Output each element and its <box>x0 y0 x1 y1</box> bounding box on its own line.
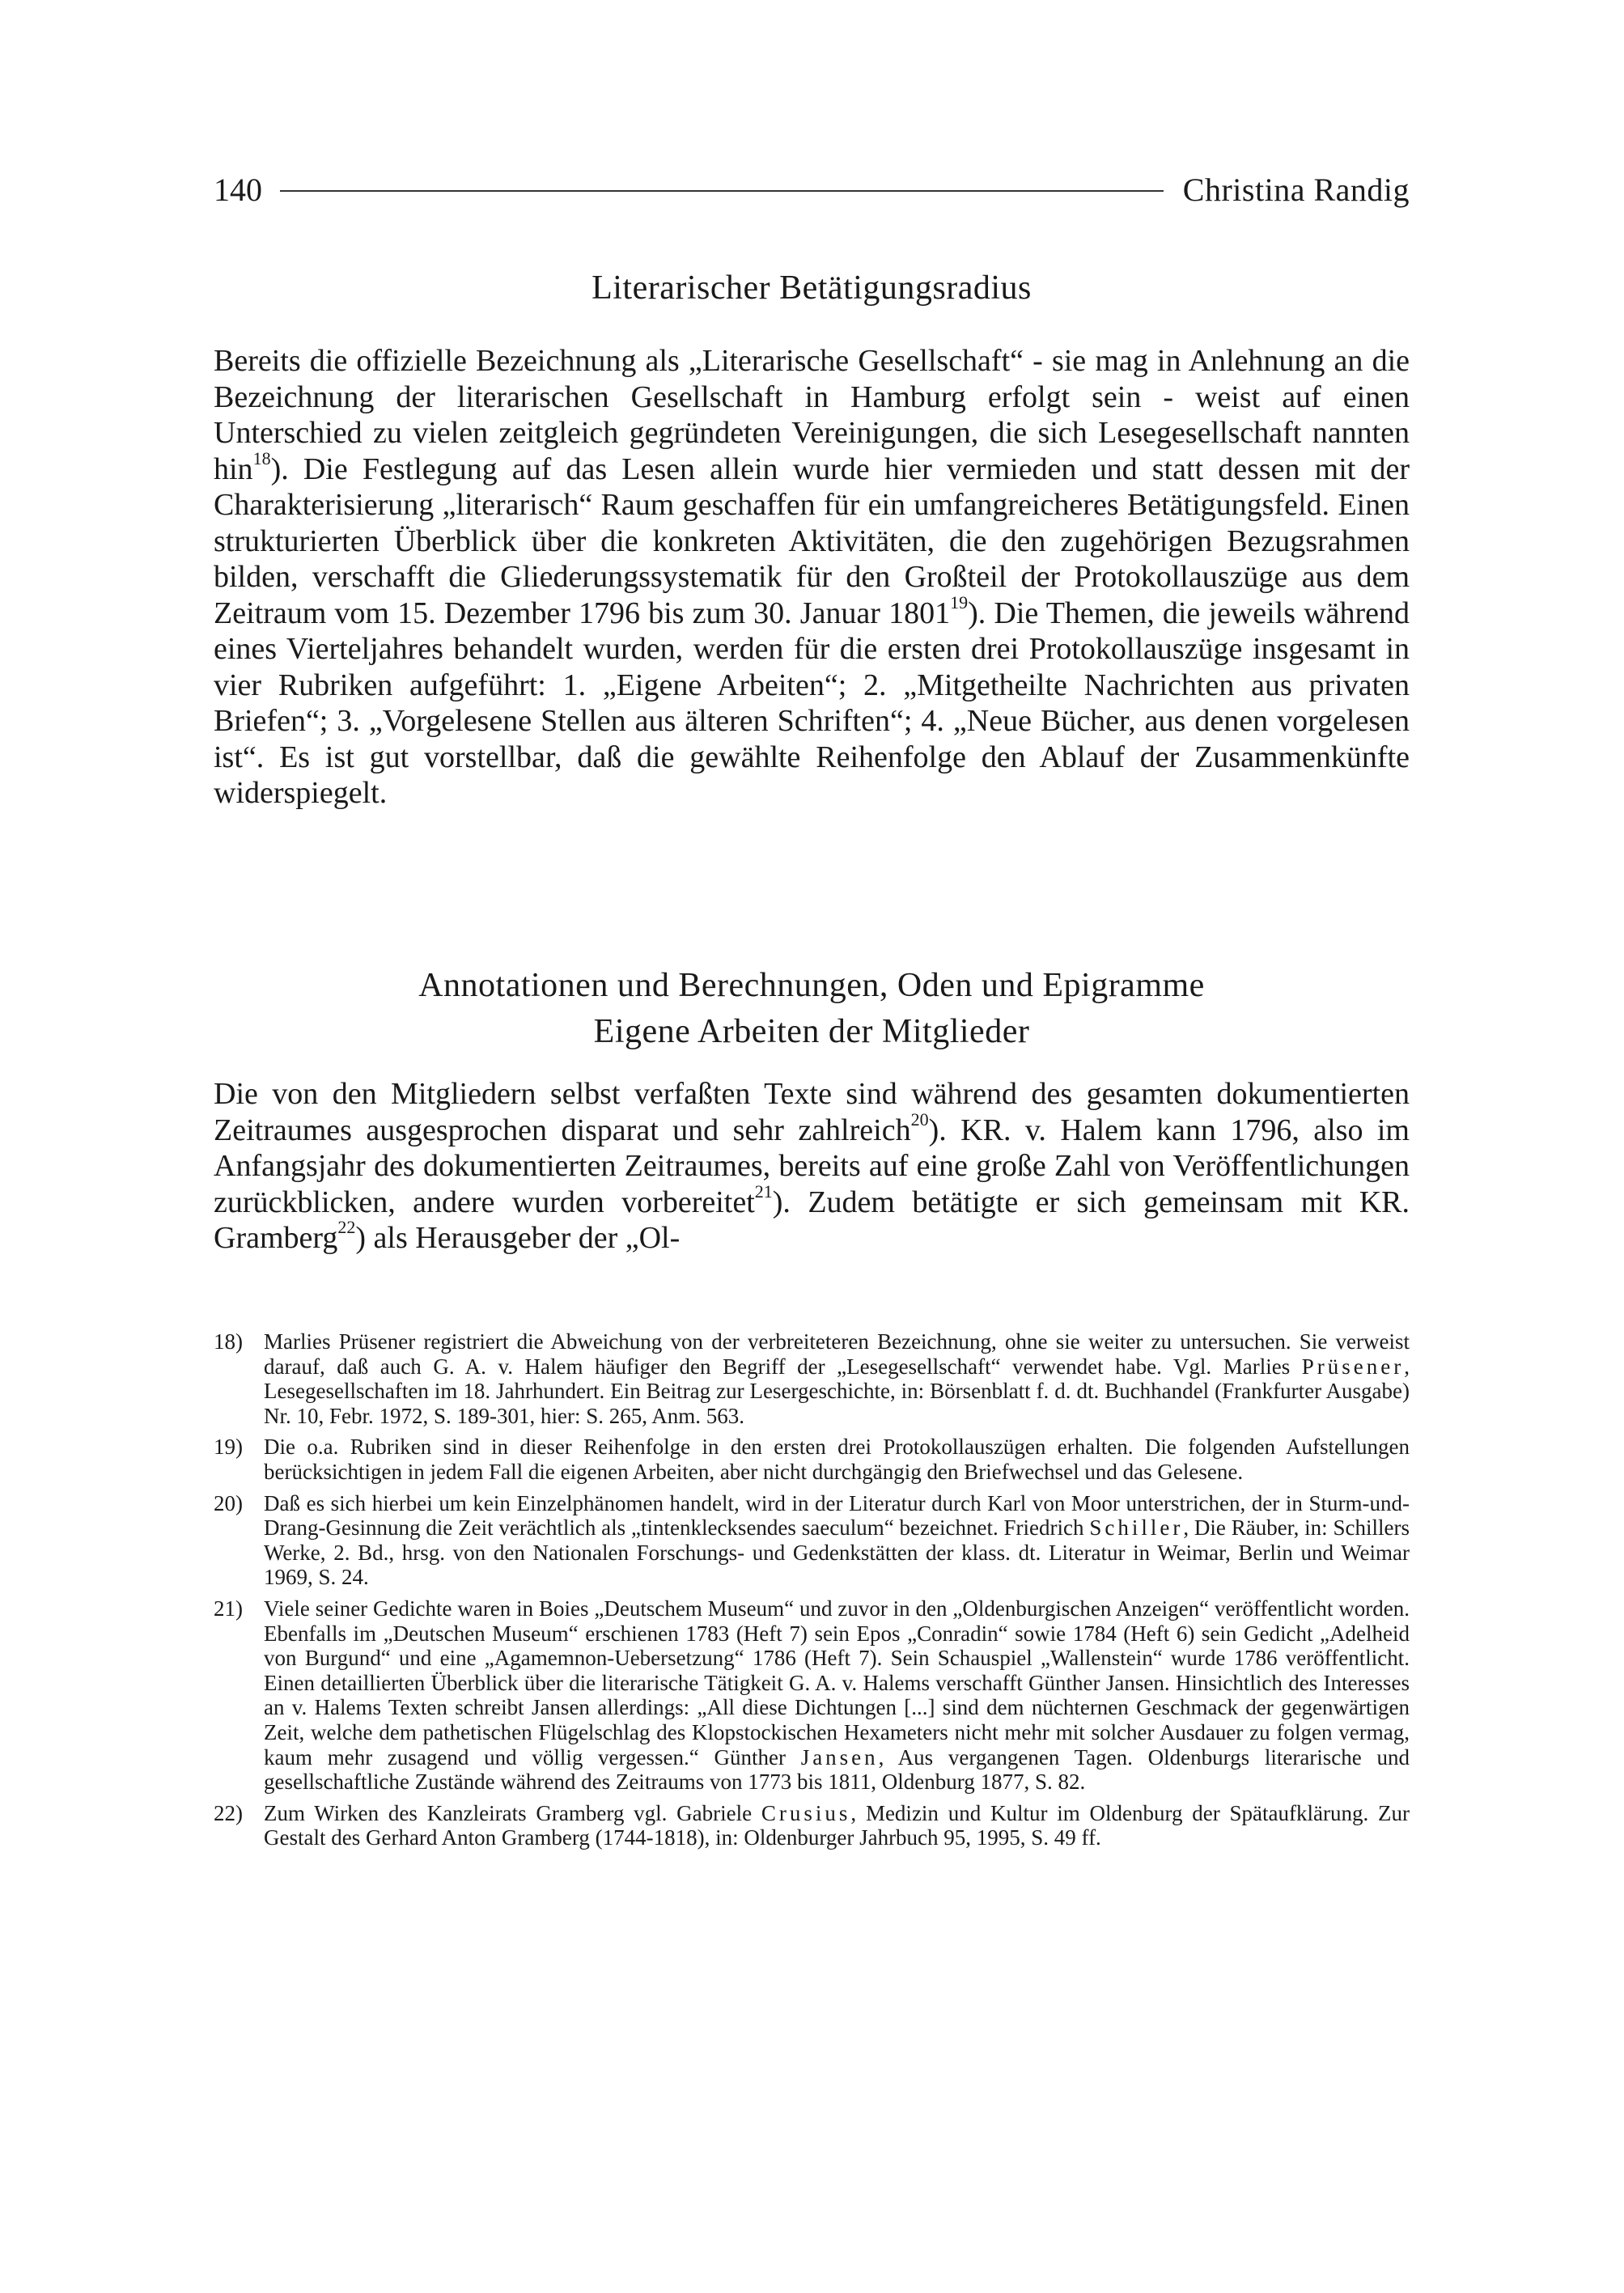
footnote-number: 21) <box>214 1596 243 1621</box>
footnote-20 <box>214 1491 1410 1590</box>
footnotes-list <box>214 1329 1410 1857</box>
footnote-ref-22[interactable]: 22 <box>337 1217 356 1238</box>
footnote-22 <box>214 1801 1410 1850</box>
footnote-text <box>264 1801 1410 1850</box>
footnote-text-part: , Die Räuber, in: Schillers Werke, 2. Bd., hrsg. von den Nationalen Forschungs- und Gedenkstätten der klass. dt. Literatur in Weimar, Berlin und Weimar 1969, S. 24. <box>264 1515 1410 1590</box>
footnote-18 <box>214 1329 1410 1428</box>
footnote-number: 18) <box>214 1329 243 1354</box>
footnote-text-part: Daß es sich hierbei um kein Einzelphänomen handelt, wird in der Literatur durch Karl von Moor unterstrichen, der in Sturm-und-Drang-Gesinnung die Zeit verächtlich als „tintenklecksendes saeculum“ bezeichnet. Friedrich <box>264 1490 1410 1541</box>
footnote-author-spaced: Jansen <box>800 1744 879 1770</box>
footnote-ref-20[interactable]: 20 <box>910 1108 929 1130</box>
footnote-text <box>264 1491 1410 1590</box>
paragraph-text: ). Die Festlegung auf das Lesen allein wurde hier vermieden und statt dessen mit der Charakterisierung „literarisch“ Raum geschaffen für ein umfangreicheres Betätigungsfeld. Einen strukturierten Überblick über die konkreten Aktivitäten, die den zugehörigen Bezugsrahmen bilden, verschafft die Gliederungssystematik für den Großteil der Protokollauszüge aus dem Zeitraum vom 15. Dezember 1796 bis zum 30. Januar 1801 <box>214 451 1410 630</box>
footnote-number: 20) <box>214 1490 243 1515</box>
running-head-author: Christina Randig <box>1182 171 1410 208</box>
header-rule <box>280 190 1164 192</box>
running-head <box>214 167 1410 212</box>
footnote-text <box>264 1435 1410 1484</box>
footnote-ref-21[interactable]: 21 <box>754 1180 773 1202</box>
paragraph-text: ) als Herausgeber der „Ol- <box>355 1221 681 1255</box>
footnote-21 <box>214 1596 1410 1795</box>
footnote-author-spaced: Schiller <box>1089 1515 1184 1541</box>
section-title-line-2: Eigene Arbeiten der Mitglieder <box>593 1013 1030 1050</box>
section-title-line-1: Annotationen und Berechnungen, Oden und Epigramme <box>418 967 1205 1004</box>
footnote-text-part: , Aus vergangenen Tagen. Oldenburgs literarische und gesellschaftliche Zustände während des Zeitraums von 1773 bis 1811, Oldenburg 1877, S. 82. <box>264 1744 1410 1795</box>
footnote-text-part: Zum Wirken des Kanzleirats Gramberg vgl. Gabriele <box>264 1800 761 1825</box>
paragraph-text: ). Zudem betätigte er sich gemeinsam mit KR. Gramberg <box>214 1185 1410 1255</box>
footnote-text-part: , Lesegesellschaften im 18. Jahrhundert. Ein Beitrag zur Lesergeschichte, in: Börsenblatt f. d. dt. Buchhandel (Frankfurter Ausgabe) Nr. 10, Febr. 1972, S. 189-301, hier: S. 265, Anm. 563. <box>264 1354 1410 1428</box>
footnote-author-spaced: Prüsener <box>1301 1354 1405 1379</box>
footnote-text-part: , Medizin und Kultur im Oldenburg der Spätaufklärung. Zur Gestalt des Gerhard Anton Gramberg (1744-1818), in: Oldenburger Jahrbuch 95, 1995, S. 49 ff. <box>264 1800 1410 1850</box>
footnote-text-part: Die o.a. Rubriken sind in dieser Reihenfolge in den ersten drei Protokollauszügen erhalten. Die folgenden Aufstellungen berücksichtigen in jedem Fall die eigenen Arbeiten, aber nicht durchgängig den Briefwechsel und das Gelesene. <box>264 1435 1410 1484</box>
footnote-19 <box>214 1435 1410 1484</box>
footnote-number: 19) <box>214 1435 243 1460</box>
paragraph-text: ). KR. v. Halem kann 1796, also im Anfangsjahr des dokumentierten Zeitraumes, bereits auf eine große Zahl von Veröffentlichungen zurückblicken, andere wurden vorbereitet <box>214 1113 1410 1219</box>
paragraph-text: Die von den Mitgliedern selbst verfaßten Texte sind während des gesamten dokumentierten Zeitraumes ausgesprochen disparat und sehr zahlreich <box>214 1077 1410 1147</box>
footnote-text-part: Viele seiner Gedichte waren in Boies „Deutschem Museum“ und zuvor in den „Oldenburgischen Anzeigen“ veröffentlicht worden. Ebenfalls im „Deutschen Museum“ erschienen 1783 (Heft 7) sein Epos „Conradin“ sowie 1784 (Heft 6) sein Gedicht „Adelheid von Burgund“ und eine „Agamemnon-Uebersetzung“ 1786 (Heft 7). Sein Schauspiel „Wallenstein“ wurde 1786 veröffentlicht. Einen detaillierten Überblick über die literarische Tätigkeit G. A. v. Halems verschafft Günther Jansen. Hinsichtlich des Interesses an v. Halems Texten schreibt Jansen allerdings: „All diese Dichtungen [...] sind dem nüchternen Geschmack der gegenwärtigen Zeit, welche dem pathetischen Flügelschlag des Klopstockischen Hexameters nicht mehr mit solcher Ausdauer zu folgen vermag, kaum mehr zusagend und völlig vergessen.“ Günther <box>264 1596 1410 1770</box>
footnote-ref-18[interactable]: 18 <box>252 447 271 468</box>
footnote-text <box>264 1329 1410 1428</box>
page-number: 140 <box>214 171 262 208</box>
footnote-author-spaced: Crusius <box>761 1800 851 1825</box>
paragraph-text: Bereits die offizielle Bezeichnung als „Literarische Gesellschaft“ - sie mag in Anlehnung an die Bezeichnung der literarischen Gesellschaft in Hamburg erfolgt sein - weist auf einen Unterschied zu vielen zeitgleich gegründeten Vereinigungen, die sich Lesegesellschaft nannten hin <box>214 344 1410 486</box>
section-title-literary-radius: Literarischer Betätigungsradius <box>592 269 1032 307</box>
footnote-number: 22) <box>214 1800 243 1825</box>
body-paragraph-2 <box>214 1076 1410 1257</box>
body-paragraph-1 <box>214 343 1410 812</box>
footnote-text-part: Marlies Prüsener registriert die Abweichung von der verbreiteteren Bezeichnung, ohne sie weiter zu untersuchen. Sie verweist darauf, daß auch G. A. v. Halem häufiger den Begriff der „Lesegesellschaft“ verwendet habe. Vgl. Marlies <box>264 1329 1410 1379</box>
paragraph-text: ). Die Themen, die jeweils während eines Vierteljahres behandelt wurden, werden für die ersten drei Protokollauszüge insgesamt in vier Rubriken aufgeführt: 1. „Eigene Arbeiten“; 2. „Mitgetheilte Nachrichten aus privaten Briefen“; 3. „Vorgelesene Stellen aus älteren Schriften“; 4. „Neue Bücher, aus denen vorgelesen ist“. Es ist gut vorstellbar, daß die gewählte Reihenfolge den Ablauf der Zusammenkünfte widerspiegelt. <box>214 596 1410 810</box>
footnote-ref-19[interactable]: 19 <box>950 591 969 612</box>
section-title-own-works <box>214 963 1410 1055</box>
footnote-text <box>264 1596 1410 1795</box>
